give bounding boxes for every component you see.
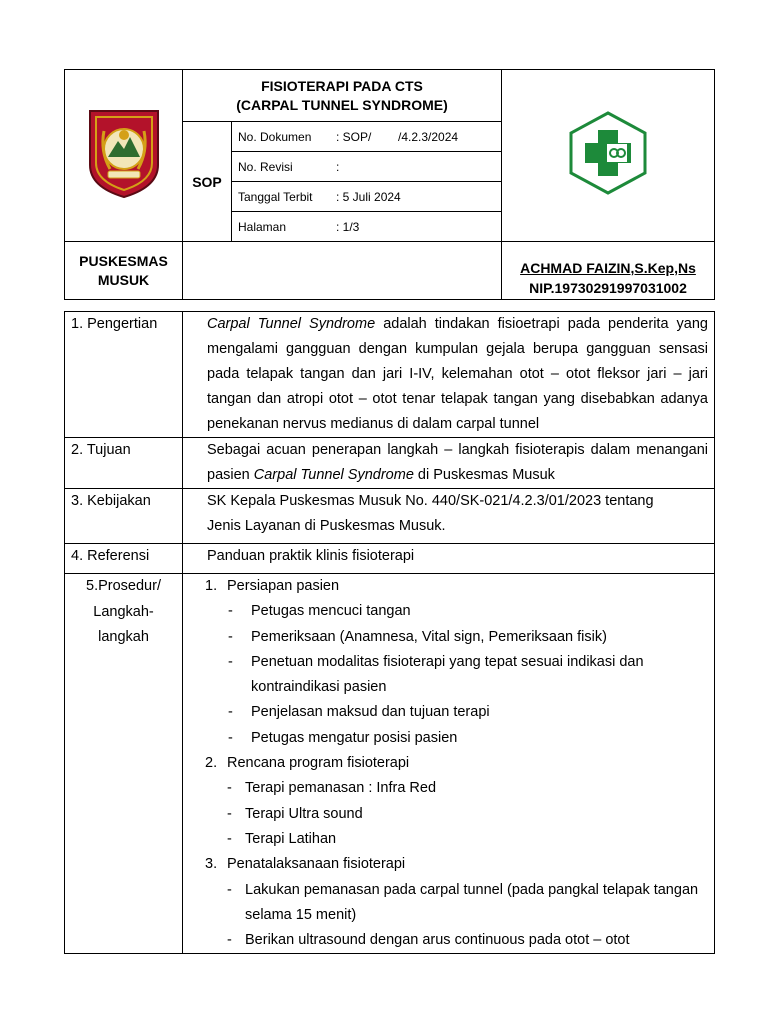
- document-meta: [232, 122, 502, 242]
- list-item: - Lakukan pemanasan pada carpal tunnel (pada pangkal telapak tangan selama 15 menit): [227, 881, 699, 923]
- sop-title: FISIOTERAPI PADA CTS (CARPAL TUNNEL SYNDROME): [183, 70, 502, 122]
- section-label: 4. Referensi: [65, 544, 183, 574]
- meta-label-halaman: Halaman: [238, 219, 287, 234]
- section-tujuan: [65, 438, 715, 489]
- list-item: - Penjelasan maksud dan tujuan terapi: [228, 704, 490, 721]
- step-title: Rencana program fisioterapi: [227, 755, 410, 772]
- meta-value-no-dokumen: : SOP/ /4.2.3/2024: [330, 122, 501, 152]
- meta-value-halaman: : 1/3: [336, 219, 360, 234]
- sop-label: SOP: [183, 122, 232, 242]
- approver-name: ACHMAD FAIZIN,S.Kep,Ns: [520, 259, 696, 276]
- list-item: - Berikan ultrasound dengan arus continuous pada otot – otot: [227, 932, 630, 949]
- section-text: SK Kepala Puskesmas Musuk No. 440/SK-021/4.2.3/01/2023 tentang Jenis Layanan di Puskesmas Musuk.: [183, 489, 715, 544]
- empty-signature-cell: [183, 242, 502, 300]
- section-text: Sebagai acuan penerapan langkah – langkah fisioterapis dalam menangani pasien Carpal Tunnel Syndrome di Puskesmas Musuk: [183, 438, 715, 489]
- list-item: - Pemeriksaan (Anamnesa, Vital sign, Pemeriksaan fisik): [228, 628, 607, 645]
- meta-label-no-revisi: No. Revisi: [232, 152, 330, 182]
- section-label: 3. Kebijakan: [65, 489, 183, 544]
- approver-block: [502, 242, 715, 300]
- section-label: 5.Prosedur/ Langkah- langkah: [65, 574, 183, 954]
- list-item: - Petugas mengatur posisi pasien: [228, 729, 458, 746]
- meta-label-no-dokumen: No. Dokumen: [232, 122, 330, 152]
- section-referensi: [65, 544, 715, 574]
- procedure-step: 3. Penatalaksanaan fisioterapi - Lakukan pemanasan pada carpal tunnel (pada pangkal telapak tangan selama 15 menit) - Berikan ultrasound dengan arus continuous pada otot – otot: [205, 852, 708, 953]
- section-label: 2. Tujuan: [65, 438, 183, 489]
- puskesmas-logo-cell: [502, 70, 715, 242]
- meta-value-no-revisi: :: [330, 152, 501, 182]
- procedure-steps: [183, 574, 715, 954]
- list-item: - Terapi Ultra sound: [227, 805, 363, 822]
- meta-value-tanggal-terbit: : 5 Juli 2024: [330, 182, 501, 212]
- sop-content-table: [64, 311, 715, 954]
- section-kebijakan: [65, 489, 715, 544]
- meta-label-tanggal-terbit: Tanggal Terbit: [232, 182, 330, 212]
- step-title: Penatalaksanaan fisioterapi: [227, 856, 406, 873]
- procedure-step: 2. Rencana program fisioterapi - Terapi pemanasan : Infra Red - Terapi Ultra sound - Terapi Latihan: [205, 751, 708, 852]
- section-prosedur: [65, 574, 715, 954]
- step-title: Persiapan pasien: [227, 578, 340, 594]
- list-item: - Terapi pemanasan : Infra Red: [227, 780, 437, 797]
- regency-emblem-cell: [65, 70, 183, 242]
- approver-nip: NIP.19730291997031002: [529, 279, 687, 296]
- puskesmas-logo: [567, 110, 649, 196]
- list-item: - Petugas mencuci tangan: [228, 603, 411, 620]
- section-text: Panduan praktik klinis fisioterapi: [183, 544, 715, 574]
- section-label: 1. Pengertian: [65, 312, 183, 438]
- procedure-step: 1. Persiapan pasien - Petugas mencuci tangan - Pemeriksaan (Anamnesa, Vital sign, Pemeriksaan fisik) - Penetuan modalitas fisioterapi yang tepat sesuai indikasi dan kontraindikasi pasien - Penjelasan maksud dan tujuan terapi - Petugas mengatur posisi pasien: [205, 574, 708, 751]
- sop-header-table: [64, 69, 715, 300]
- list-item: - Penetuan modalitas fisioterapi yang tepat sesuai indikasi dan kontraindikasi pasien: [228, 653, 644, 696]
- organization-name: PUSKESMAS MUSUK: [65, 242, 183, 300]
- list-item: - Terapi Latihan: [227, 830, 337, 847]
- section-pengertian: [65, 312, 715, 438]
- section-text: Carpal Tunnel Syndrome adalah tindakan fisioetrapi pada penderita yang mengalami gangguan dengan kumpulan gejala berupa gangguan sensasi pada telapak tangan dan jari I-IV, kelemahan otot – otot fleksor jari – jari tangan dan atropi otot – otot tenar telapak tangan yang disebabkan adanya penekanan nervus medianus di dalam carpal tunnel: [183, 312, 715, 438]
- regency-emblem-logo: [86, 107, 162, 199]
